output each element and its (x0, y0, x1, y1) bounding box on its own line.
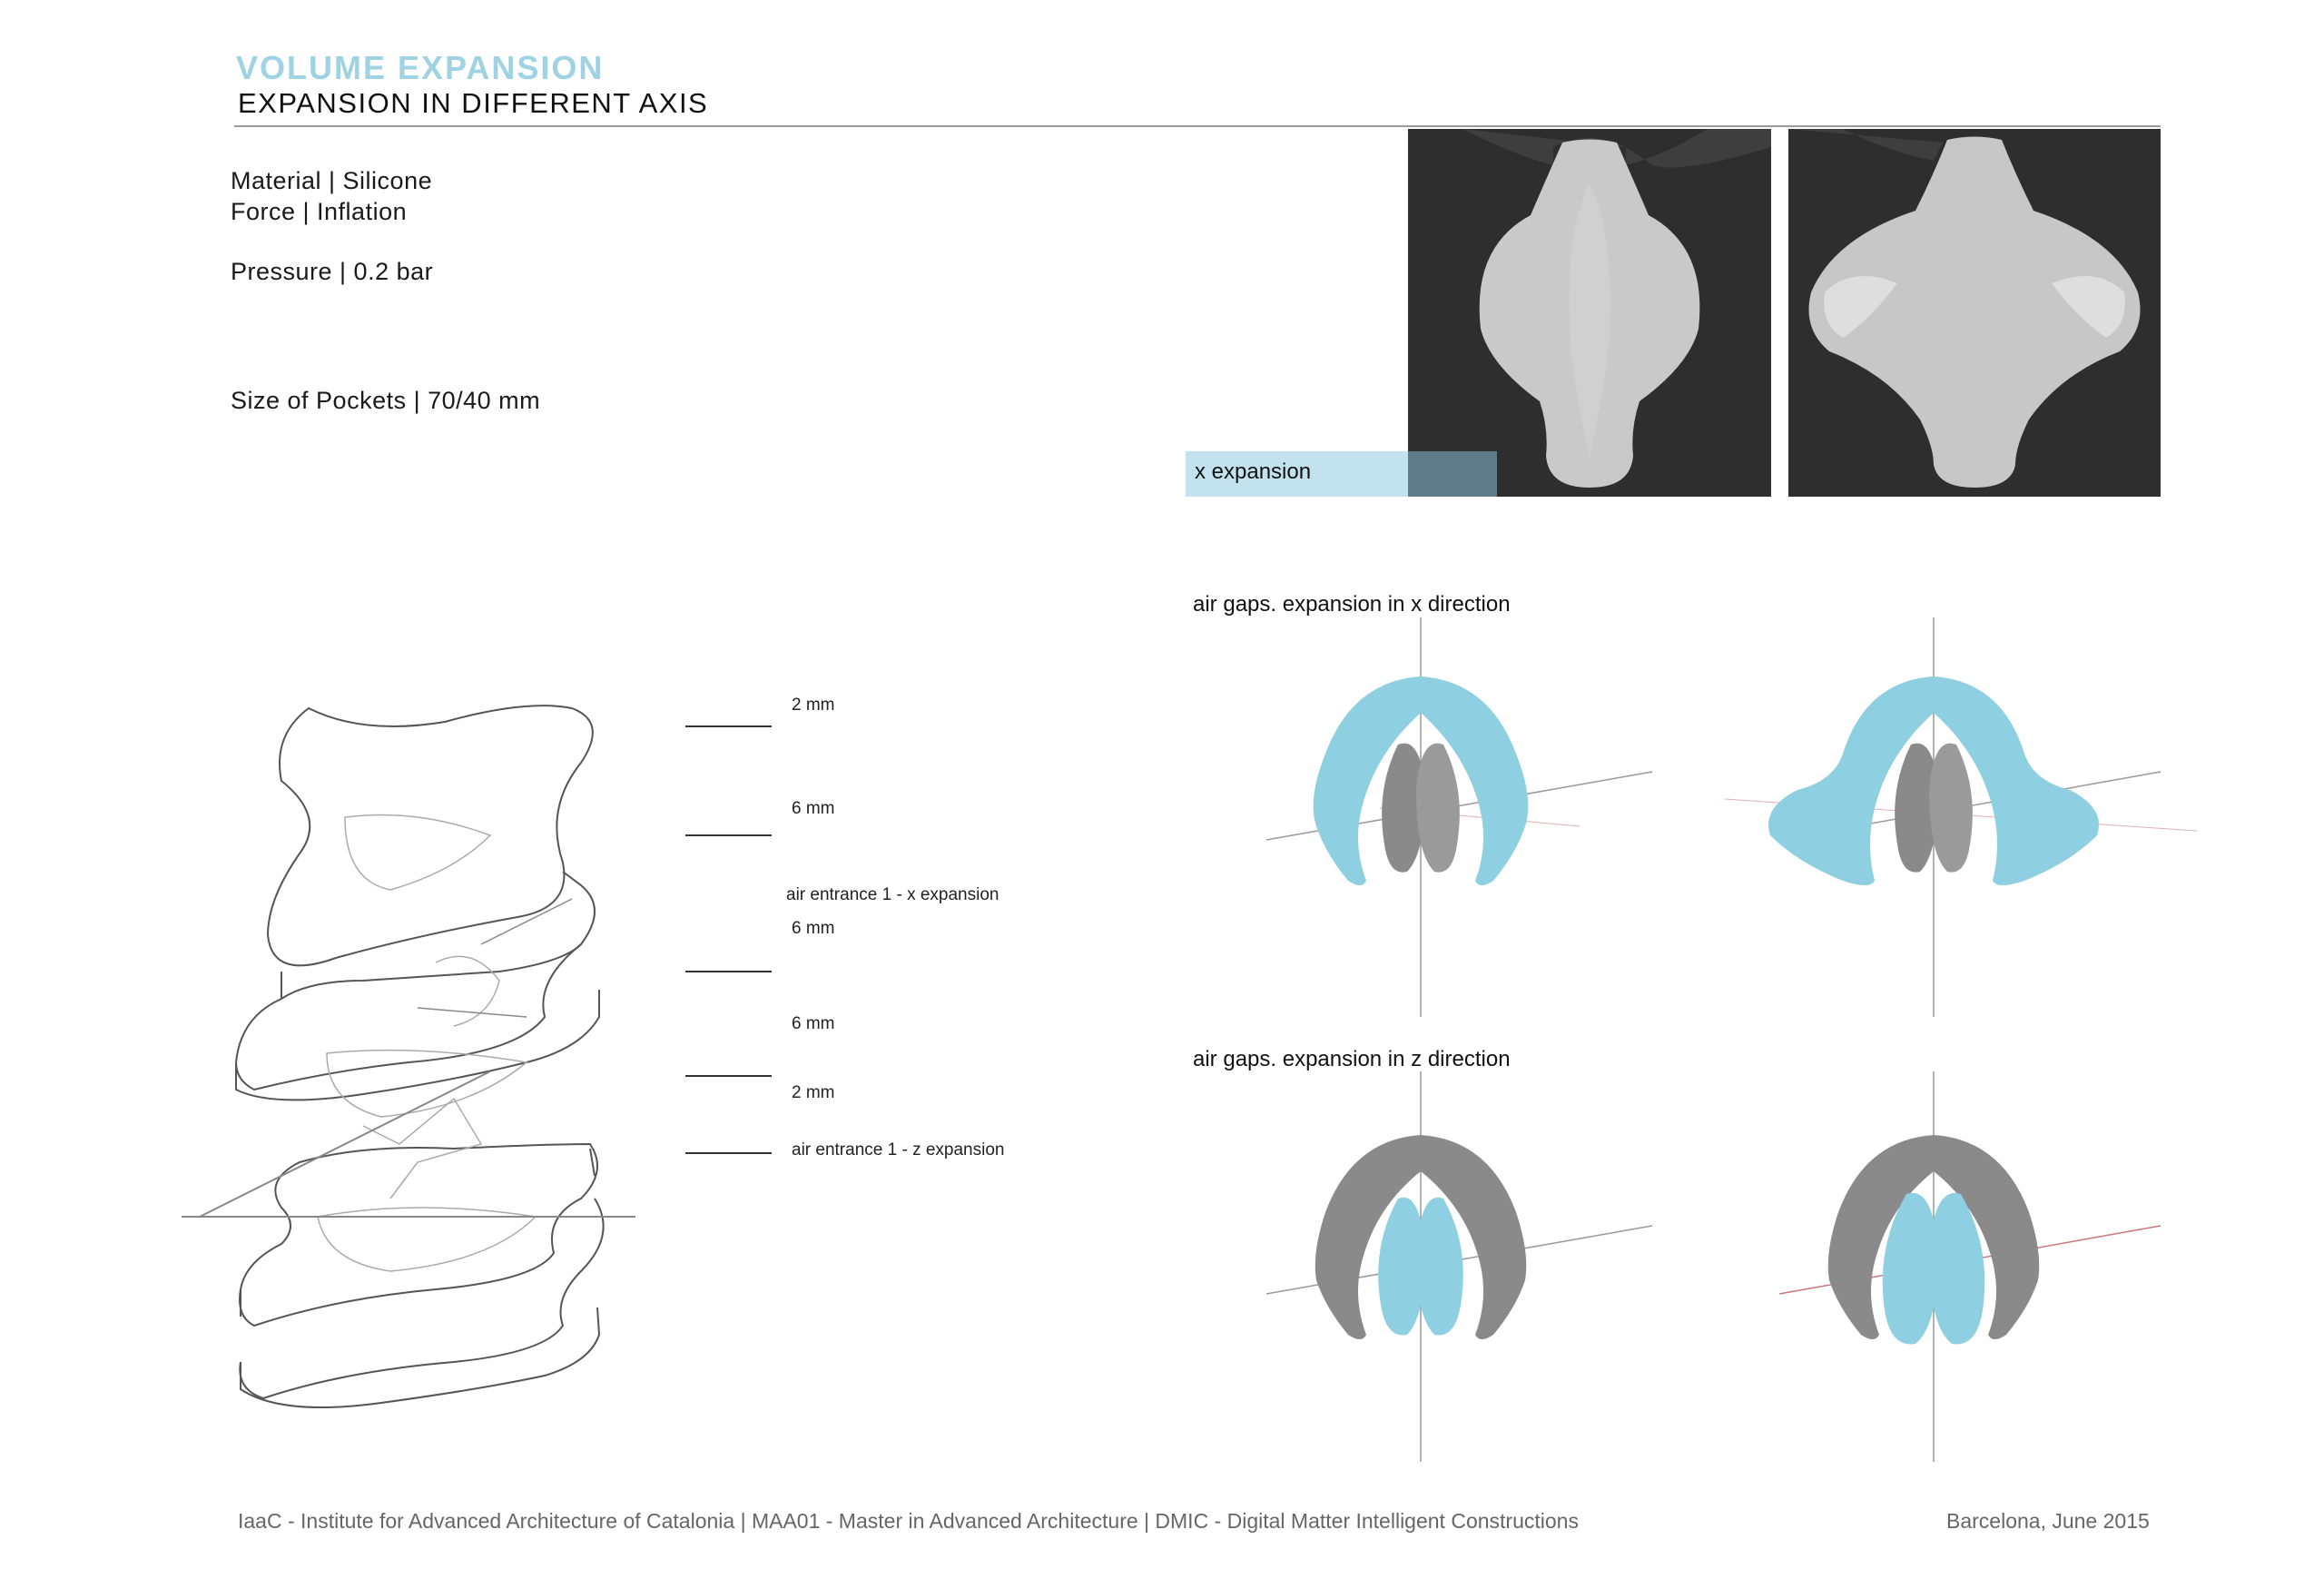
air-gap-z-before (1262, 1071, 1670, 1462)
spec-pocket-size: Size of Pockets | 70/40 mm (231, 387, 541, 414)
air-gap-x-after (1725, 617, 2215, 1017)
page-subtitle: EXPANSION IN DIFFERENT AXIS (238, 87, 709, 119)
layer-3 (240, 1144, 597, 1326)
air-gap-x-before (1262, 617, 1670, 1017)
layer-label: 2 mm (792, 696, 835, 715)
photo-after-inflation (1788, 129, 2161, 497)
layer-1-edge (236, 872, 595, 1090)
spec-material: Material | Silicone (231, 167, 433, 194)
exploded-layer-diagram (182, 636, 799, 1435)
layer-label: air entrance 1 - x expansion (786, 885, 1000, 904)
layer-label: 2 mm (792, 1083, 835, 1102)
header-divider (234, 125, 2161, 127)
page-title: VOLUME EXPANSION (236, 49, 605, 86)
layer-4 (240, 1199, 603, 1398)
layer-label: 6 mm (792, 1014, 835, 1033)
x-expansion-label: x expansion (1195, 459, 1312, 484)
x-expansion-tag-accent (1408, 451, 1497, 497)
spec-force: Force | Inflation (231, 198, 408, 225)
layer-label: air entrance 1 - z expansion (792, 1140, 1005, 1159)
photo-before-inflation (1408, 129, 1771, 497)
air-gaps-z-label: air gaps. expansion in z direction (1193, 1047, 1511, 1071)
layer-label: 6 mm (792, 919, 835, 938)
air-gap-z-after (1725, 1071, 2215, 1462)
layer-2 (236, 944, 581, 1062)
footer-date: Barcelona, June 2015 (1946, 1509, 2150, 1533)
layer-1 (268, 706, 593, 965)
layer-label: 6 mm (792, 799, 835, 818)
air-gaps-x-label: air gaps. expansion in x direction (1193, 592, 1511, 617)
footer-credits: IaaC - Institute for Advanced Architecture of Catalonia | MAA01 - Master in Advanced Architecture | DMIC - Digital Matter Intelligent Constructions (238, 1509, 1579, 1533)
spec-pressure: Pressure | 0.2 bar (231, 258, 434, 285)
